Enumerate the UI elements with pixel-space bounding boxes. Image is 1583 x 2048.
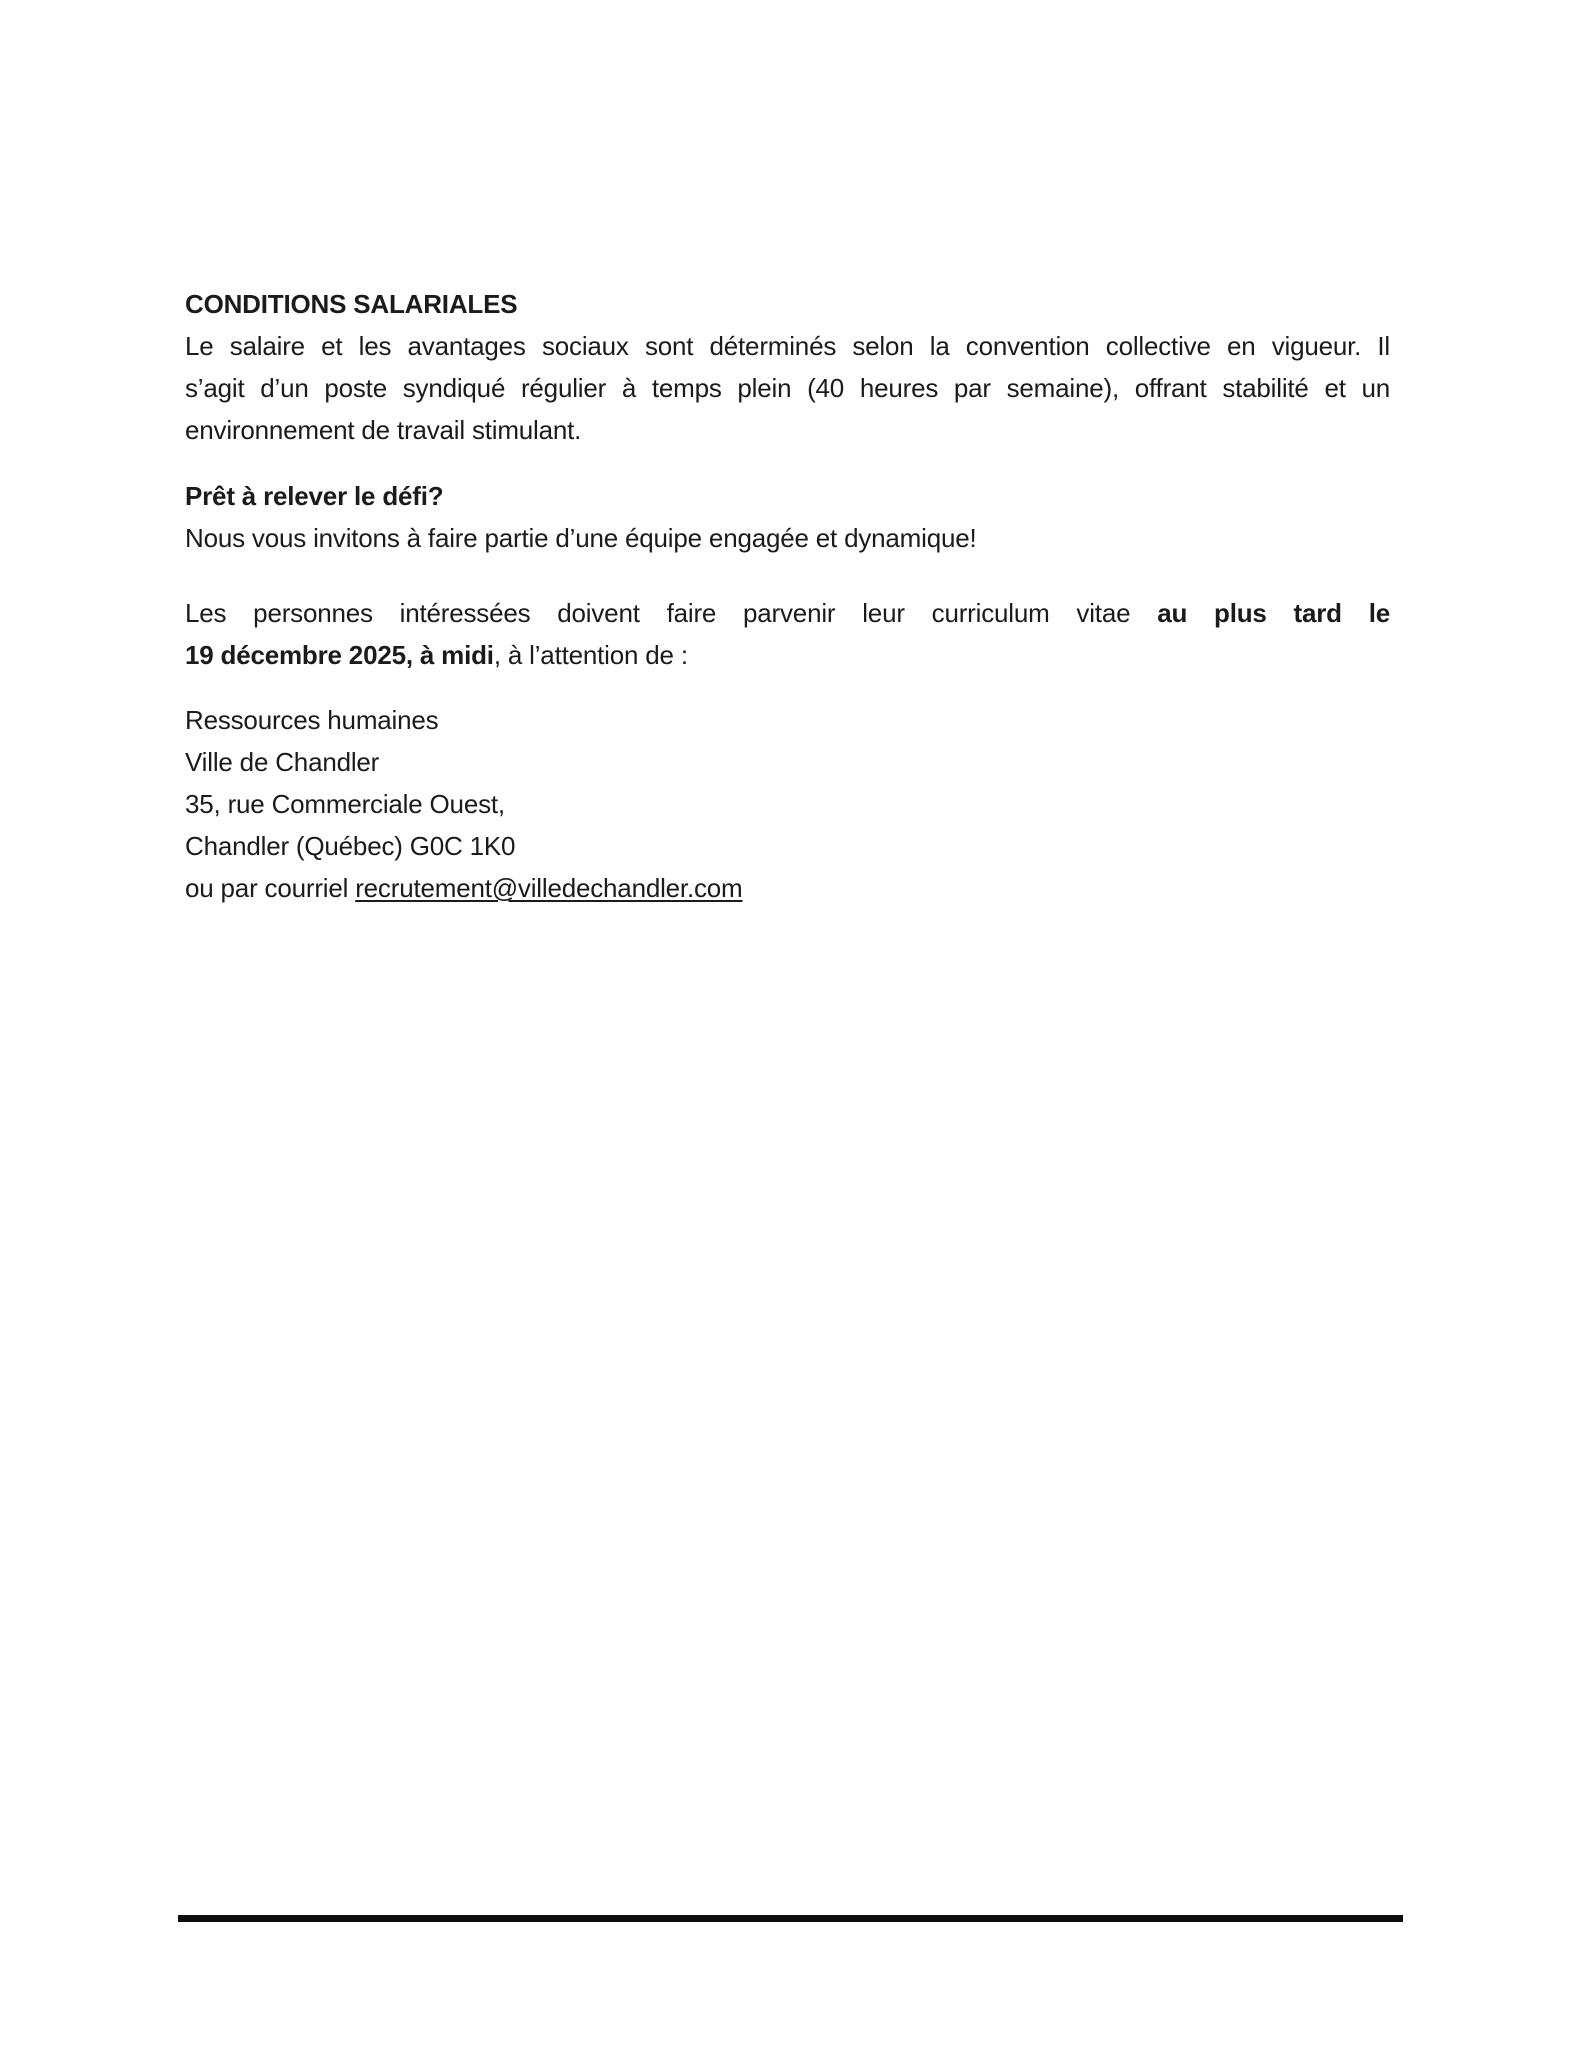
- contact-email-line: [185, 867, 1390, 909]
- application-line-2: [185, 634, 1390, 676]
- section-salary-conditions: [185, 283, 1390, 451]
- application-line-1-regular: Les personnes intéressées doivent faire parvenir leur curriculum vitae: [185, 598, 1158, 628]
- email-link[interactable]: recrutement@villedechandler.com: [355, 873, 743, 903]
- application-deadline-intro: au plus tard le: [1157, 598, 1390, 628]
- salary-paragraph-line-1: Le salaire et les avantages sociaux sont déterminés selon la convention collective en vigueur. Il: [185, 331, 1390, 361]
- footer-rule: [178, 1915, 1403, 1922]
- contact-department: Ressources humaines: [185, 705, 439, 735]
- contact-email-prefix: ou par courriel: [185, 873, 356, 903]
- document-content: [185, 283, 1390, 909]
- challenge-body: Nous vous invitons à faire partie d’une équipe engagée et dynamique!: [185, 523, 977, 553]
- application-line-1: [185, 592, 1390, 634]
- salary-paragraph-line-3: environnement de travail stimulant.: [185, 415, 582, 445]
- section-challenge: [185, 475, 1390, 559]
- contact-city-postal-code: Chandler (Québec) G0C 1K0: [185, 831, 516, 861]
- application-line-2-regular: , à l’attention de :: [493, 640, 688, 670]
- contact-organization: Ville de Chandler: [185, 747, 380, 777]
- section-contact-address: [185, 699, 1390, 909]
- contact-street-address: 35, rue Commerciale Ouest,: [185, 789, 505, 819]
- challenge-heading: Prêt à relever le défi?: [185, 481, 444, 511]
- application-deadline-date: 19 décembre 2025, à midi: [185, 640, 494, 670]
- section-application-instructions: [185, 592, 1390, 676]
- salary-conditions-heading: CONDITIONS SALARIALES: [185, 289, 518, 319]
- salary-paragraph-line-2: s’agit d’un poste syndiqué régulier à temps plein (40 heures par semaine), offrant stabilité et un: [185, 373, 1390, 403]
